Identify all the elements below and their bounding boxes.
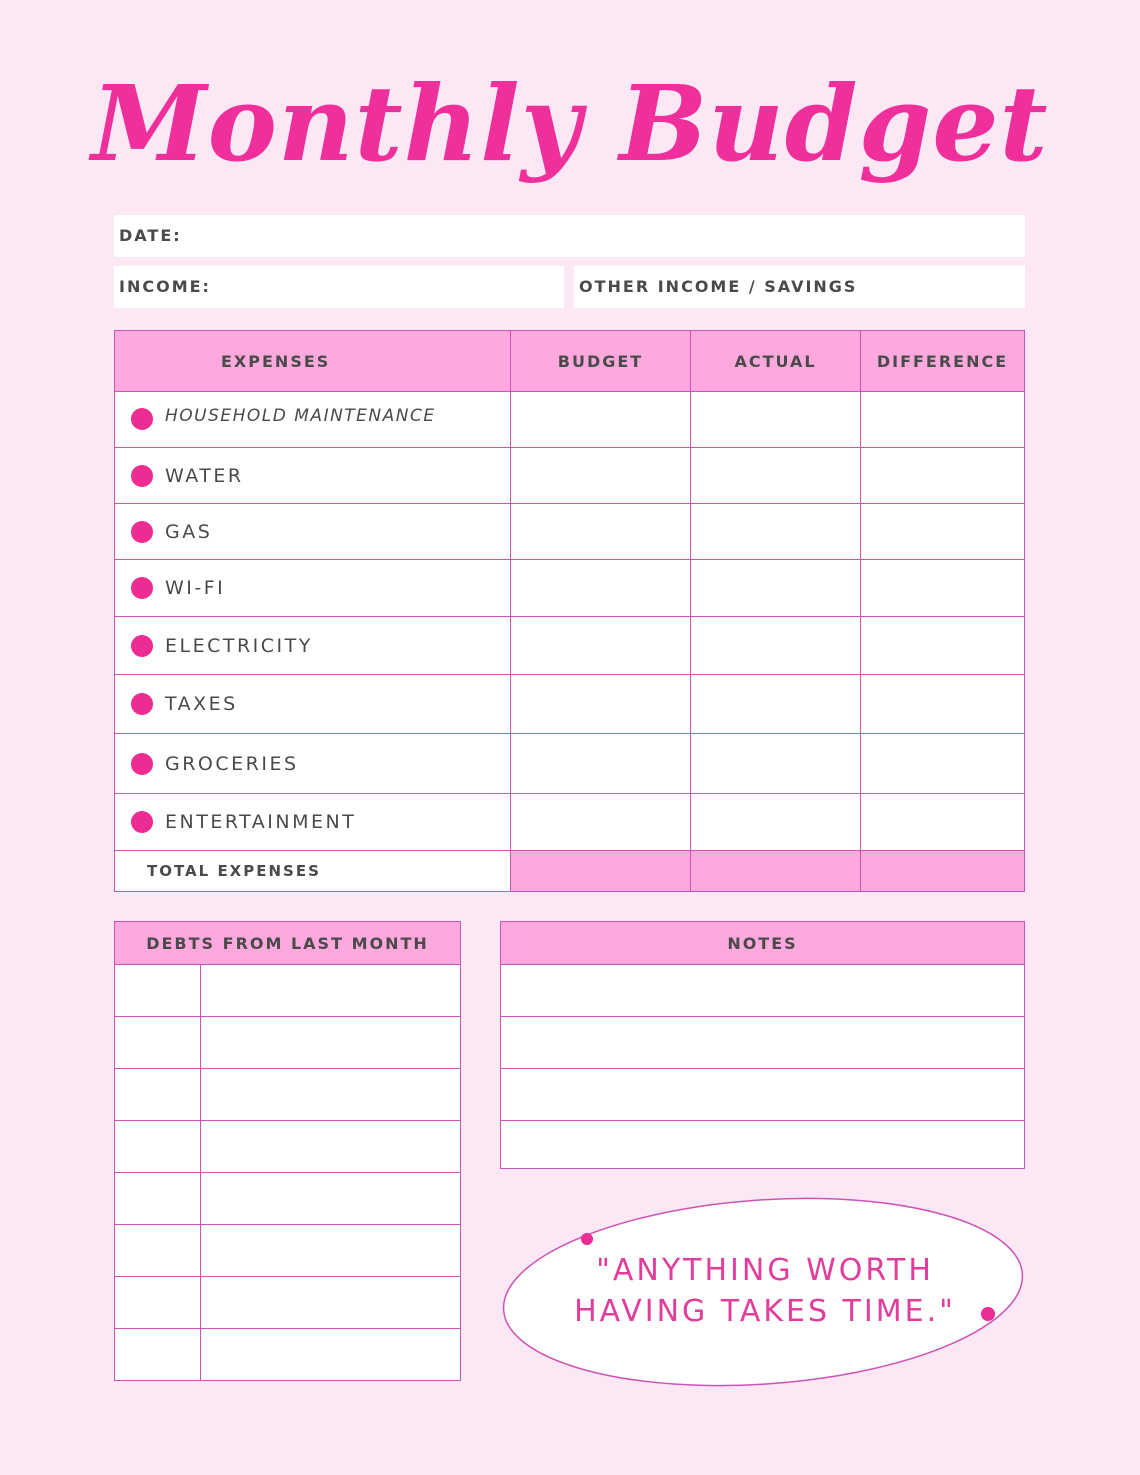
debt-amount-cell[interactable] (115, 1329, 201, 1381)
actual-cell[interactable] (691, 675, 861, 733)
actual-cell[interactable] (691, 794, 861, 850)
bullet-dot-icon (131, 753, 153, 775)
debt-description-cell[interactable] (201, 965, 460, 1016)
income-label: INCOME: (119, 277, 211, 296)
bullet-dot-icon (131, 577, 153, 599)
debt-description-cell[interactable] (201, 1225, 460, 1276)
other-income-label: OTHER INCOME / SAVINGS (579, 277, 858, 296)
expense-label: HOUSEHOLD MAINTENANCE (165, 406, 436, 426)
expense-row (115, 448, 1024, 504)
total-actual-cell[interactable] (691, 851, 861, 891)
expenses-header-row (115, 331, 1024, 392)
debt-description-cell[interactable] (201, 1173, 460, 1224)
total-expenses-label: TOTAL EXPENSES (115, 851, 511, 891)
expense-row (115, 734, 1024, 794)
actual-cell[interactable] (691, 448, 861, 503)
budget-cell[interactable] (511, 504, 691, 559)
difference-cell[interactable] (861, 504, 1024, 559)
bullet-dot-icon (131, 465, 153, 487)
total-expenses-row (115, 851, 1024, 891)
actual-cell[interactable] (691, 392, 861, 447)
actual-cell[interactable] (691, 560, 861, 616)
expense-label: GAS (165, 520, 213, 543)
actual-cell[interactable] (691, 504, 861, 559)
date-label: DATE: (119, 226, 182, 245)
expense-label: ELECTRICITY (165, 634, 313, 657)
debt-row (115, 1225, 460, 1277)
quote-text (530, 1250, 1000, 1332)
expense-label: WI-FI (165, 577, 226, 599)
expense-row (115, 392, 1024, 448)
total-budget-cell[interactable] (511, 851, 691, 891)
budget-cell[interactable] (511, 448, 691, 503)
income-field[interactable] (114, 266, 564, 308)
expense-item-water (115, 448, 511, 503)
header-actual: ACTUAL (691, 331, 861, 391)
debt-amount-cell[interactable] (115, 1277, 201, 1328)
debts-table (114, 921, 461, 1381)
bullet-dot-icon (131, 521, 153, 543)
bullet-dot-icon (131, 811, 153, 833)
debt-amount-cell[interactable] (115, 1173, 201, 1224)
expense-row (115, 504, 1024, 560)
header-difference: DIFFERENCE (876, 351, 1009, 371)
note-line[interactable] (501, 965, 1024, 1017)
difference-cell[interactable] (861, 392, 1024, 447)
note-line[interactable] (501, 1069, 1024, 1121)
expense-row (115, 675, 1024, 734)
note-line[interactable] (501, 1121, 1024, 1168)
difference-cell[interactable] (861, 448, 1024, 503)
expense-item-entertainment (115, 794, 511, 850)
budget-cell[interactable] (511, 392, 691, 447)
actual-cell[interactable] (691, 734, 861, 793)
budget-cell[interactable] (511, 734, 691, 793)
bullet-dot-icon (131, 693, 153, 715)
debt-description-cell[interactable] (201, 1329, 460, 1381)
expenses-table (114, 330, 1025, 892)
debt-row (115, 1173, 460, 1225)
date-field[interactable] (114, 215, 1025, 257)
quote-line-2: HAVING TAKES TIME." (574, 1294, 956, 1329)
debts-header: DEBTS FROM LAST MONTH (115, 922, 460, 965)
expense-item-taxes (115, 675, 511, 733)
debt-description-cell[interactable] (201, 1069, 460, 1120)
debt-description-cell[interactable] (201, 1277, 460, 1328)
expense-label: WATER (165, 464, 244, 487)
expense-item-household-maintenance (115, 392, 511, 447)
ellipse-dot-icon (581, 1233, 593, 1245)
expense-item-gas (115, 504, 511, 559)
expense-label: ENTERTAINMENT (165, 811, 357, 833)
expense-item-electricity (115, 617, 511, 674)
debt-amount-cell[interactable] (115, 965, 201, 1016)
quote-line-1: "ANYTHING WORTH (596, 1253, 934, 1288)
bullet-dot-icon (131, 635, 153, 657)
actual-cell[interactable] (691, 617, 861, 674)
debt-description-cell[interactable] (201, 1017, 460, 1068)
debt-row (115, 1017, 460, 1069)
debt-amount-cell[interactable] (115, 1017, 201, 1068)
budget-cell[interactable] (511, 560, 691, 616)
expense-row (115, 560, 1024, 617)
expense-label: GROCERIES (165, 752, 299, 775)
header-expenses: EXPENSES (115, 331, 511, 391)
budget-cell[interactable] (511, 675, 691, 733)
notes-box (500, 921, 1025, 1169)
difference-cell[interactable] (861, 794, 1024, 850)
total-difference-cell[interactable] (861, 851, 1024, 891)
difference-cell[interactable] (861, 560, 1024, 616)
expense-item-wifi (115, 560, 511, 616)
debt-row (115, 1277, 460, 1329)
expense-label: TAXES (165, 693, 238, 715)
debt-amount-cell[interactable] (115, 1121, 201, 1172)
debt-row (115, 1069, 460, 1121)
debt-row (115, 1329, 460, 1381)
difference-cell[interactable] (861, 734, 1024, 793)
page-title: Monthly Budget (91, 62, 1049, 185)
header-budget: BUDGET (511, 331, 691, 391)
note-line[interactable] (501, 1017, 1024, 1069)
bullet-dot-icon (131, 408, 153, 430)
expense-row (115, 794, 1024, 851)
difference-cell[interactable] (861, 617, 1024, 674)
other-income-field[interactable] (574, 266, 1025, 308)
difference-cell[interactable] (861, 675, 1024, 733)
debt-row (115, 1121, 460, 1173)
debt-description-cell[interactable] (201, 1121, 460, 1172)
budget-cell[interactable] (511, 617, 691, 674)
budget-cell[interactable] (511, 794, 691, 850)
debt-amount-cell[interactable] (115, 1225, 201, 1276)
debt-amount-cell[interactable] (115, 1069, 201, 1120)
expense-item-groceries (115, 734, 511, 793)
expense-row (115, 617, 1024, 675)
notes-header: NOTES (501, 922, 1024, 965)
debt-row (115, 965, 460, 1017)
